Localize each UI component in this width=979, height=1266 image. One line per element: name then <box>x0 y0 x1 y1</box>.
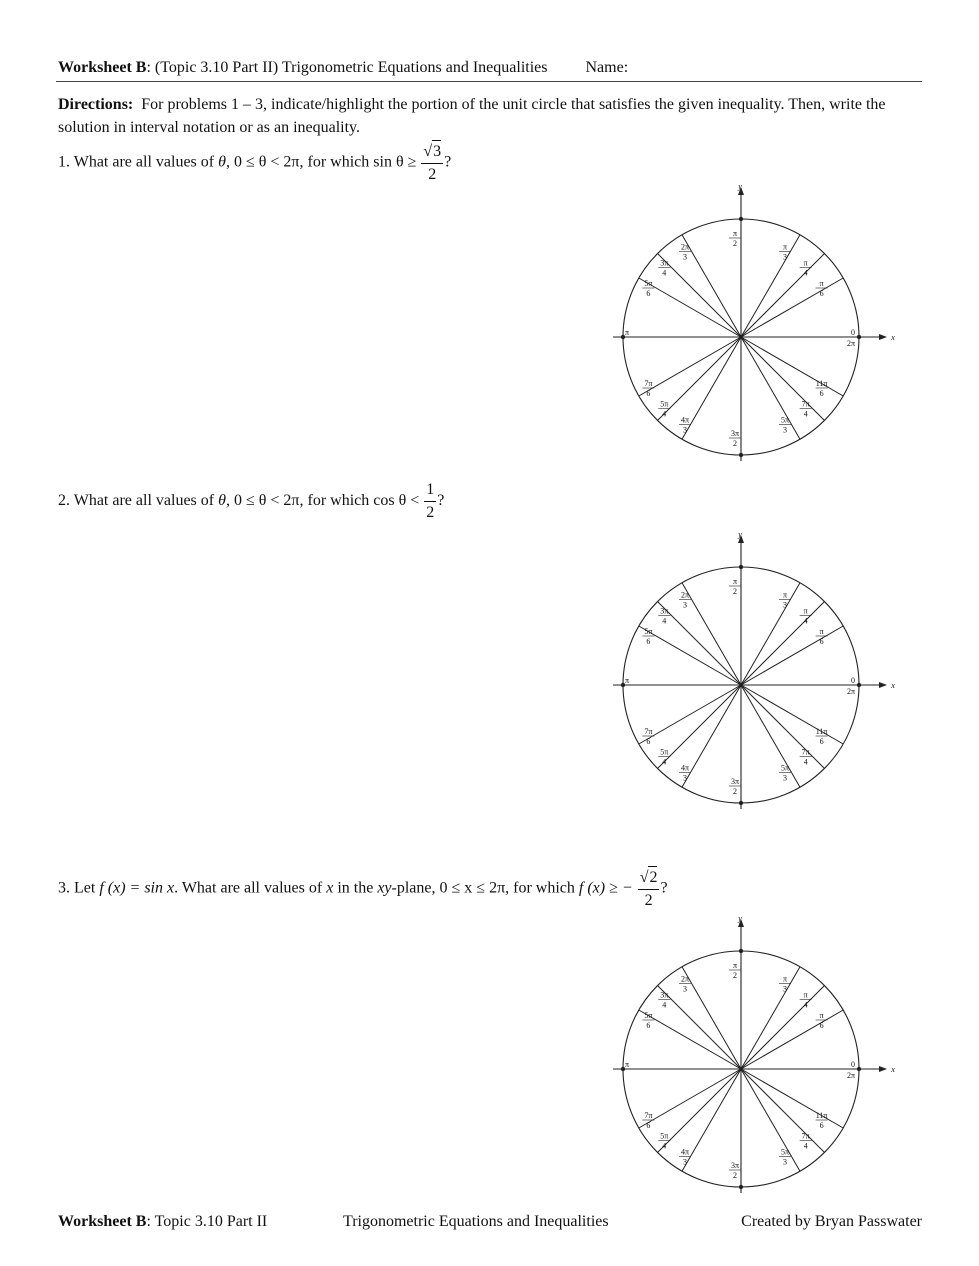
question-in-the: in the <box>337 879 374 897</box>
angle-label-denominator: 4 <box>803 757 808 767</box>
angle-label <box>779 590 791 609</box>
y-axis-label: y <box>738 914 742 923</box>
angle-label-numerator: 5π <box>644 627 653 636</box>
angle-label <box>779 764 791 783</box>
angle-label-denominator: 3 <box>783 773 787 783</box>
angle-label-denominator: 3 <box>683 1157 687 1167</box>
angle-label-numerator: 2π <box>680 242 690 252</box>
angle-spoke <box>658 602 741 685</box>
worksheet-title: : (Topic 3.10 Part II) Trigonometric Equations and Inequalities <box>146 59 548 76</box>
angle-label-denominator: 4 <box>662 616 667 626</box>
question-variable: θ <box>218 153 226 171</box>
angle-spoke <box>639 1069 741 1128</box>
angle-label-denominator: 4 <box>662 268 667 278</box>
angle-label-denominator: 3 <box>783 1157 787 1167</box>
angle-label-denominator: 4 <box>803 268 808 278</box>
inequality-fraction <box>424 479 436 524</box>
fraction-numerator: 3 <box>432 140 441 163</box>
angle-label-numerator: 2π <box>680 974 690 984</box>
angle-label-denominator: 3 <box>783 600 787 610</box>
angle-label-numerator: 3π <box>730 1161 740 1170</box>
worksheet-title-bold: Worksheet B <box>58 59 147 76</box>
angle-spoke <box>682 235 741 337</box>
question-for-which: , for which <box>299 492 370 510</box>
question-mark: ? <box>444 153 452 171</box>
question-1: 1. What are all values of θ, 0 ≤ θ < 2π, for which sin θ ≥ $\frac{√3}{2}$ ? <box>58 140 451 186</box>
angle-spoke <box>682 967 741 1069</box>
angle-label-numerator: 11π <box>815 727 828 736</box>
angle-label-numerator: 5π <box>660 399 669 409</box>
question-number: 1. <box>58 153 70 171</box>
x-axis-arrow-icon <box>879 334 887 340</box>
name-label: Name: <box>585 59 629 76</box>
header-divider <box>56 81 922 82</box>
angle-label-denominator: 6 <box>819 737 824 746</box>
fraction-denominator: 2 <box>644 892 653 909</box>
angle-label-denominator: 3 <box>783 252 787 262</box>
angle-label-denominator: 4 <box>662 1000 667 1010</box>
angle-label-numerator: π <box>782 590 788 600</box>
fraction-numerator: 1 <box>424 479 436 502</box>
angle-label <box>642 279 654 298</box>
y-axis-label: y <box>738 530 742 539</box>
angle-label-denominator: 3 <box>683 984 687 994</box>
angle-label <box>729 229 741 248</box>
angle-label <box>816 727 828 746</box>
question-for-which: , for which <box>299 153 370 171</box>
question-mark: ? <box>437 492 445 510</box>
angle-label-numerator: 3π <box>660 258 669 268</box>
angle-label-numerator: 7π <box>644 1111 653 1120</box>
question-text: What are all values of <box>73 153 215 171</box>
worksheet-header <box>58 59 628 77</box>
angle-label-numerator: 3π <box>660 606 669 616</box>
angle-label-denominator: 3 <box>683 425 687 435</box>
angle-label-denominator: 3 <box>783 425 787 435</box>
x-axis-arrow-icon <box>879 682 887 688</box>
angle-label <box>800 1132 812 1151</box>
plane-word: -plane, <box>391 879 436 897</box>
angle-label <box>642 627 654 646</box>
angle-spoke <box>741 278 843 337</box>
angle-label-numerator: 2π <box>680 590 690 600</box>
angle-label <box>679 242 691 261</box>
angle-label <box>816 379 828 398</box>
question-domain: 0 ≤ x ≤ 2π, <box>439 879 510 897</box>
angle-label-numerator: π <box>782 974 788 984</box>
angle-label-numerator: 4π <box>680 415 690 425</box>
question-mark: ? <box>660 879 668 897</box>
angle-label <box>679 416 691 435</box>
angle-spoke <box>741 337 824 420</box>
question-2: 2. What are all values of θ, 0 ≤ θ < 2π, for which cos θ < $\frac{1}{2}$ ? <box>58 479 444 524</box>
question-number: 2. <box>58 492 70 510</box>
angle-label-numerator: 7π <box>644 379 653 388</box>
angle-spoke <box>741 626 843 685</box>
question-text: . What are all values of <box>174 879 323 897</box>
angle-label-denominator: 3 <box>683 252 687 262</box>
angle-spoke <box>741 1069 800 1171</box>
angle-label-numerator: π <box>732 577 738 586</box>
angle-spoke <box>658 1069 741 1152</box>
angle-label-two-pi: 2π <box>846 1071 856 1080</box>
axis-point <box>739 949 743 953</box>
inequality-lhs: f (x) ≥ − <box>578 879 633 897</box>
directions <box>58 93 918 139</box>
angle-label <box>729 429 741 448</box>
angle-label-denominator: 6 <box>819 1121 824 1130</box>
angle-spoke <box>741 1010 843 1069</box>
angle-label-two-pi: 2π <box>846 687 856 696</box>
angle-label-numerator: 11π <box>815 1111 828 1120</box>
angle-label <box>658 990 670 1009</box>
angle-label-numerator: 7π <box>801 1131 810 1141</box>
angle-label-numerator: π <box>803 990 808 1000</box>
directions-label: Directions: <box>58 96 134 113</box>
angle-label-zero: 0 <box>851 328 855 337</box>
footer-title-bold: Worksheet B <box>58 1213 147 1230</box>
angle-label-denominator: 2 <box>733 787 737 796</box>
axis-point <box>857 335 861 339</box>
angle-label-numerator: 3π <box>730 429 740 438</box>
angle-label-pi: π <box>624 676 630 685</box>
angle-label-denominator: 6 <box>646 637 651 646</box>
inequality-lhs: cos θ < <box>373 492 420 510</box>
angle-label-numerator: 5π <box>660 747 669 757</box>
angle-label <box>800 400 812 419</box>
angle-label-numerator: π <box>782 242 788 252</box>
question-3 <box>58 866 668 912</box>
axis-point <box>739 453 743 457</box>
angle-label-denominator: 4 <box>662 1141 667 1151</box>
angle-spoke <box>639 685 741 744</box>
question-domain: 0 ≤ θ < 2π <box>233 153 300 171</box>
angle-spoke <box>741 685 824 768</box>
angle-spoke <box>682 685 741 787</box>
angle-label-denominator: 6 <box>646 289 651 298</box>
angle-label-pi: π <box>624 328 630 337</box>
question-variable: θ <box>218 492 226 510</box>
angle-label-zero: 0 <box>851 676 855 685</box>
fraction-denominator: 2 <box>428 166 437 183</box>
x-axis-label: x <box>891 1065 895 1074</box>
angle-label-denominator: 6 <box>819 289 824 298</box>
angle-label-denominator: 2 <box>733 971 737 980</box>
angle-label-numerator: π <box>819 627 824 636</box>
angle-label <box>779 242 791 261</box>
angle-label-numerator: 7π <box>801 747 810 757</box>
angle-spoke <box>741 685 843 744</box>
angle-label-numerator: 7π <box>644 727 653 736</box>
angle-spoke <box>741 1069 843 1128</box>
plane-variable: xy <box>377 879 392 897</box>
angle-label-denominator: 4 <box>803 1141 808 1151</box>
angle-label <box>729 961 741 980</box>
angle-spoke <box>741 235 800 337</box>
angle-spoke <box>658 254 741 337</box>
angle-spoke <box>741 967 800 1069</box>
axis-point <box>739 565 743 569</box>
angle-label-denominator: 6 <box>646 737 651 746</box>
angle-label-numerator: 5π <box>644 279 653 288</box>
angle-label <box>658 258 670 277</box>
inequality-fraction: $\frac{√2}{2}$ <box>638 866 660 912</box>
angle-spoke <box>741 1069 824 1152</box>
angle-label <box>679 1148 691 1167</box>
angle-spoke <box>639 278 741 337</box>
angle-spoke <box>639 337 741 396</box>
angle-label-numerator: 5π <box>644 1011 653 1020</box>
unit-circle-1 <box>596 182 895 467</box>
angle-label <box>729 777 741 796</box>
angle-label-numerator: 4π <box>680 763 690 773</box>
angle-label-denominator: 6 <box>646 1121 651 1130</box>
angle-spoke <box>658 685 741 768</box>
angle-label-denominator: 6 <box>646 1021 651 1030</box>
angle-spoke <box>741 583 800 685</box>
question-domain: 0 ≤ θ < 2π <box>233 492 300 510</box>
angle-label-denominator: 4 <box>803 616 808 626</box>
angle-label-denominator: 2 <box>733 587 737 596</box>
angle-label-numerator: π <box>803 258 808 268</box>
axis-point <box>857 683 861 687</box>
angle-label <box>779 974 791 993</box>
angle-label-numerator: 5π <box>660 1131 669 1141</box>
y-axis-label: y <box>738 182 742 191</box>
angle-label-denominator: 6 <box>646 389 651 398</box>
angle-label-numerator: 3π <box>660 990 669 1000</box>
question-text: What are all values of <box>73 492 215 510</box>
angle-spoke <box>741 337 843 396</box>
angle-label-denominator: 4 <box>803 1000 808 1010</box>
unit-circle-3 <box>596 914 895 1199</box>
angle-label-numerator: 5π <box>780 1147 790 1157</box>
angle-label-denominator: 4 <box>662 757 667 767</box>
footer-author: Created by Bryan Passwater <box>741 1213 922 1230</box>
question-variable: x <box>326 879 334 897</box>
angle-label-two-pi: 2π <box>846 339 856 348</box>
directions-text: For problems 1 – 3, indicate/highlight the portion of the unit circle that satisfies the given inequality. Then, write the solution in interval notation or as an inequality. <box>58 96 886 136</box>
function-definition: f (x) = sin x <box>99 879 175 897</box>
angle-label-denominator: 3 <box>683 773 687 783</box>
x-axis-label: x <box>891 681 895 690</box>
angle-label-numerator: 3π <box>730 777 740 786</box>
angle-label-denominator: 3 <box>683 600 687 610</box>
question-for-which: for which <box>513 879 575 897</box>
angle-label-numerator: π <box>732 961 738 970</box>
angle-label <box>679 764 691 783</box>
angle-label <box>642 1011 654 1030</box>
angle-label-denominator: 4 <box>803 409 808 419</box>
angle-label <box>729 577 741 596</box>
angle-label <box>779 1148 791 1167</box>
angle-label-numerator: 7π <box>801 399 810 409</box>
axis-point <box>739 217 743 221</box>
angle-spoke <box>741 254 824 337</box>
angle-label <box>729 1161 741 1180</box>
question-number: 3. <box>58 879 70 897</box>
angle-spoke <box>741 986 824 1069</box>
unit-circle-2 <box>596 530 895 815</box>
fraction-numerator: 2 <box>648 866 657 889</box>
angle-label-denominator: 4 <box>662 409 667 419</box>
angle-label-denominator: 2 <box>733 439 737 448</box>
question-let: Let <box>74 879 96 897</box>
fraction-denominator: 2 <box>426 504 435 521</box>
angle-label-zero: 0 <box>851 1060 855 1069</box>
angle-label-numerator: π <box>819 279 824 288</box>
angle-spoke <box>682 337 741 439</box>
inequality-fraction: $\frac{√3}{2}$ <box>421 140 443 186</box>
angle-label-numerator: π <box>819 1011 824 1020</box>
angle-label-denominator: 2 <box>733 239 737 248</box>
inequality-lhs: sin θ ≥ <box>373 153 417 171</box>
angle-label <box>816 1111 828 1130</box>
angle-label <box>658 606 670 625</box>
angle-spoke <box>741 337 800 439</box>
angle-label-denominator: 2 <box>733 1171 737 1180</box>
x-axis-label: x <box>891 333 895 342</box>
angle-label-denominator: 6 <box>819 1021 824 1030</box>
angle-spoke <box>639 1010 741 1069</box>
footer-subject: Trigonometric Equations and Inequalities <box>343 1213 609 1230</box>
angle-label-denominator: 6 <box>819 389 824 398</box>
angle-spoke <box>741 685 800 787</box>
angle-label-numerator: π <box>803 606 808 616</box>
angle-label-numerator: 5π <box>780 763 790 773</box>
angle-spoke <box>658 337 741 420</box>
angle-spoke <box>658 986 741 1069</box>
x-axis-arrow-icon <box>879 1066 887 1072</box>
angle-spoke <box>639 626 741 685</box>
angle-spoke <box>741 602 824 685</box>
angle-label-denominator: 6 <box>819 637 824 646</box>
angle-label-pi: π <box>624 1060 630 1069</box>
axis-point <box>857 1067 861 1071</box>
angle-label-denominator: 3 <box>783 984 787 994</box>
angle-label-numerator: 11π <box>815 379 828 388</box>
axis-point <box>739 801 743 805</box>
footer-topic: : Topic 3.10 Part II <box>146 1213 268 1230</box>
angle-label <box>679 590 691 609</box>
angle-label-numerator: 4π <box>680 1147 690 1157</box>
footer <box>58 1213 922 1231</box>
angle-label <box>800 748 812 767</box>
angle-label <box>779 416 791 435</box>
angle-spoke <box>682 583 741 685</box>
angle-label <box>679 974 691 993</box>
angle-spoke <box>682 1069 741 1171</box>
angle-label-numerator: π <box>732 229 738 238</box>
axis-point <box>739 1185 743 1189</box>
angle-label-numerator: 5π <box>780 415 790 425</box>
